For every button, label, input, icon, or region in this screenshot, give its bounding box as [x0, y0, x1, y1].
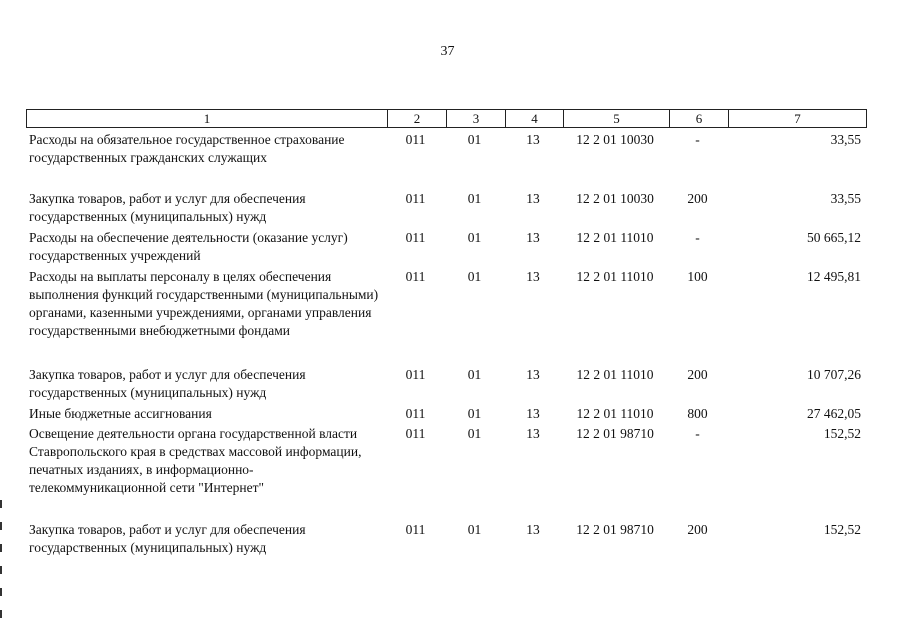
row-subsection: 13	[526, 367, 540, 382]
table-row	[26, 190, 865, 229]
row-subsection: 13	[526, 426, 540, 441]
row-subsection: 13	[526, 230, 540, 245]
row-target-article: 12 2 01 10030	[576, 132, 654, 147]
scan-edge-marks	[0, 500, 3, 640]
row-subsection: 13	[526, 191, 540, 206]
row-expense-type: 200	[687, 367, 708, 382]
row-expense-type: 200	[687, 522, 708, 537]
row-amount: 12 495,81	[807, 269, 861, 284]
row-ministry-code: 011	[405, 230, 426, 245]
row-name: Расходы на выплаты персоналу в целях обеспечения выполнения функций государственными (муниципальными) органами, казенными учреждениями, органами управления государственными внебюджетными фондами	[29, 269, 379, 338]
table-row	[26, 229, 865, 268]
row-expense-type: 200	[687, 191, 708, 206]
row-amount: 152,52	[823, 426, 861, 441]
row-amount: 33,55	[830, 132, 861, 147]
row-expense-type: -	[695, 132, 700, 147]
row-amount: 33,55	[830, 191, 861, 206]
row-expense-type: -	[695, 426, 700, 441]
row-target-article: 12 2 01 11010	[576, 367, 654, 382]
row-ministry-code: 011	[405, 406, 426, 421]
table-header	[26, 109, 867, 128]
row-target-article: 12 2 01 11010	[576, 406, 654, 421]
row-target-article: 12 2 01 11010	[576, 269, 654, 284]
row-expense-type: 100	[687, 269, 708, 284]
row-ministry-code: 011	[405, 132, 426, 147]
row-expense-type: -	[695, 230, 700, 245]
row-ministry-code: 011	[405, 426, 426, 441]
row-target-article: 12 2 01 11010	[576, 230, 654, 245]
row-amount: 27 462,05	[807, 406, 861, 421]
row-section: 01	[467, 426, 482, 441]
row-subsection: 13	[526, 269, 540, 284]
table-row	[26, 268, 865, 366]
row-section: 01	[467, 367, 482, 382]
row-subsection: 13	[526, 132, 540, 147]
row-amount: 152,52	[823, 522, 861, 537]
row-name: Закупка товаров, работ и услуг для обеспечения государственных (муниципальных) нужд	[29, 522, 306, 555]
row-name: Расходы на обязательное государственное страхование государственных гражданских служащих	[29, 132, 345, 165]
row-name: Расходы на обеспечение деятельности (оказание услуг) государственных учреждений	[29, 230, 348, 263]
row-target-article: 12 2 01 10030	[576, 191, 654, 206]
row-name: Закупка товаров, работ и услуг для обеспечения государственных (муниципальных) нужд	[29, 367, 306, 400]
row-name: Иные бюджетные ассигнования	[29, 406, 212, 421]
table-row	[26, 131, 865, 190]
row-ministry-code: 011	[405, 269, 426, 284]
row-target-article: 12 2 01 98710	[576, 522, 654, 537]
table-row	[26, 425, 865, 521]
row-amount: 50 665,12	[807, 230, 861, 245]
row-target-article: 12 2 01 98710	[576, 426, 654, 441]
row-section: 01	[467, 269, 482, 284]
row-section: 01	[467, 230, 482, 245]
row-section: 01	[467, 522, 482, 537]
row-name: Закупка товаров, работ и услуг для обеспечения государственных (муниципальных) нужд	[29, 191, 306, 224]
table-body	[26, 131, 865, 561]
header-col-2: 2	[387, 110, 446, 127]
row-section: 01	[467, 406, 482, 421]
row-subsection: 13	[526, 522, 540, 537]
row-section: 01	[467, 191, 482, 206]
header-col-6: 6	[669, 110, 728, 127]
row-amount: 10 707,26	[807, 367, 861, 382]
row-section: 01	[467, 132, 482, 147]
header-col-1: 1	[203, 111, 211, 126]
page-number: 37	[440, 44, 455, 59]
table-row	[26, 521, 865, 561]
header-col-7: 7	[728, 110, 866, 127]
row-subsection: 13	[526, 406, 540, 421]
header-col-5: 5	[563, 110, 669, 127]
row-name: Освещение деятельности органа государственной власти Ставропольского края в средствах массовой информации, печатных изданиях, в информационно-телекоммуникационной сети "Интернет"	[29, 426, 362, 495]
row-ministry-code: 011	[405, 191, 426, 206]
header-col-4: 4	[505, 110, 563, 127]
table-row	[26, 405, 865, 425]
row-expense-type: 800	[687, 406, 708, 421]
row-ministry-code: 011	[405, 522, 426, 537]
table-row	[26, 366, 865, 405]
header-col-3: 3	[446, 110, 505, 127]
row-ministry-code: 011	[405, 367, 426, 382]
